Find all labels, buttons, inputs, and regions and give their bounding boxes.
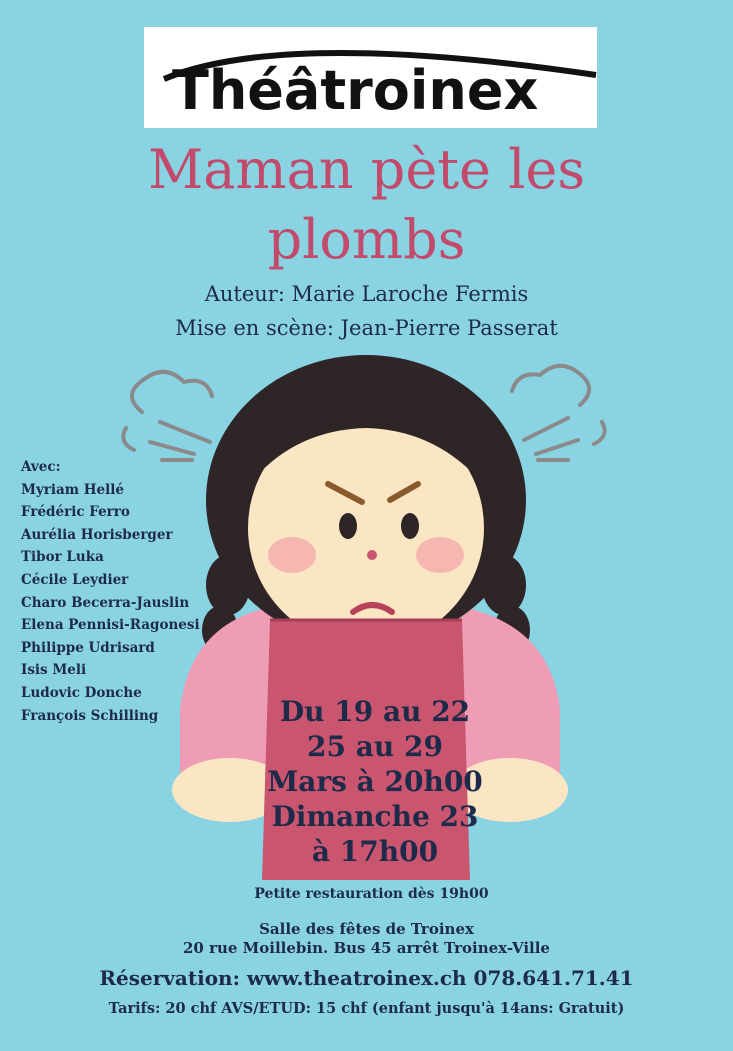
restauration-note: Petite restauration dès 19h00 — [254, 886, 489, 902]
cast-member: Ludovic Donche — [21, 684, 142, 701]
theatre-logo — [144, 27, 597, 128]
cast-heading: Avec: — [21, 459, 61, 475]
director-credit: Mise en scène: Jean-Pierre Passerat — [175, 316, 558, 340]
show-dates — [255, 694, 495, 869]
dates-line4: Dimanche 23 — [271, 800, 479, 833]
cast-list — [21, 456, 200, 727]
dates-line1: Du 19 au 22 — [279, 695, 471, 728]
prices-line: Tarifs: 20 chf AVS/ETUD: 15 chf (enfant jusqu'à 14ans: Gratuit) — [108, 1000, 625, 1017]
cast-member: Philippe Udrisard — [21, 639, 155, 656]
cast-member: François Schilling — [21, 707, 159, 724]
cast-member: Aurélia Horisberger — [21, 526, 173, 543]
cast-member: Isis Meli — [21, 662, 87, 679]
author-credit: Auteur: Marie Laroche Fermis — [204, 282, 529, 306]
cast-member: Cécile Leydier — [21, 571, 129, 588]
steam-right-icon — [512, 366, 605, 460]
cast-member: Frédéric Ferro — [21, 504, 130, 521]
cast-member: Elena Pennisi-Ragonesi — [21, 617, 200, 634]
venue-name: Salle des fêtes de Troinex — [259, 920, 474, 938]
dates-line2: 25 au 29 — [307, 730, 443, 763]
play-title-line2: plombs — [267, 208, 466, 271]
logo-text: Théâtroinex — [172, 59, 539, 122]
steam-left-icon — [123, 372, 212, 460]
cast-member: Myriam Hellé — [21, 481, 124, 498]
venue-address: 20 rue Moillebin. Bus 45 arrêt Troinex-Ville — [183, 939, 550, 957]
play-title-line1: Maman pète les — [147, 138, 586, 201]
reservation-line: Réservation: www.theatroinex.ch 078.641.71.41 — [99, 966, 634, 990]
cast-member: Tibor Luka — [21, 549, 104, 566]
dates-line3: Mars à 20h00 — [267, 765, 483, 798]
dates-line5: à 17h00 — [311, 835, 439, 868]
cast-member: Charo Becerra-Jauslin — [21, 594, 190, 611]
